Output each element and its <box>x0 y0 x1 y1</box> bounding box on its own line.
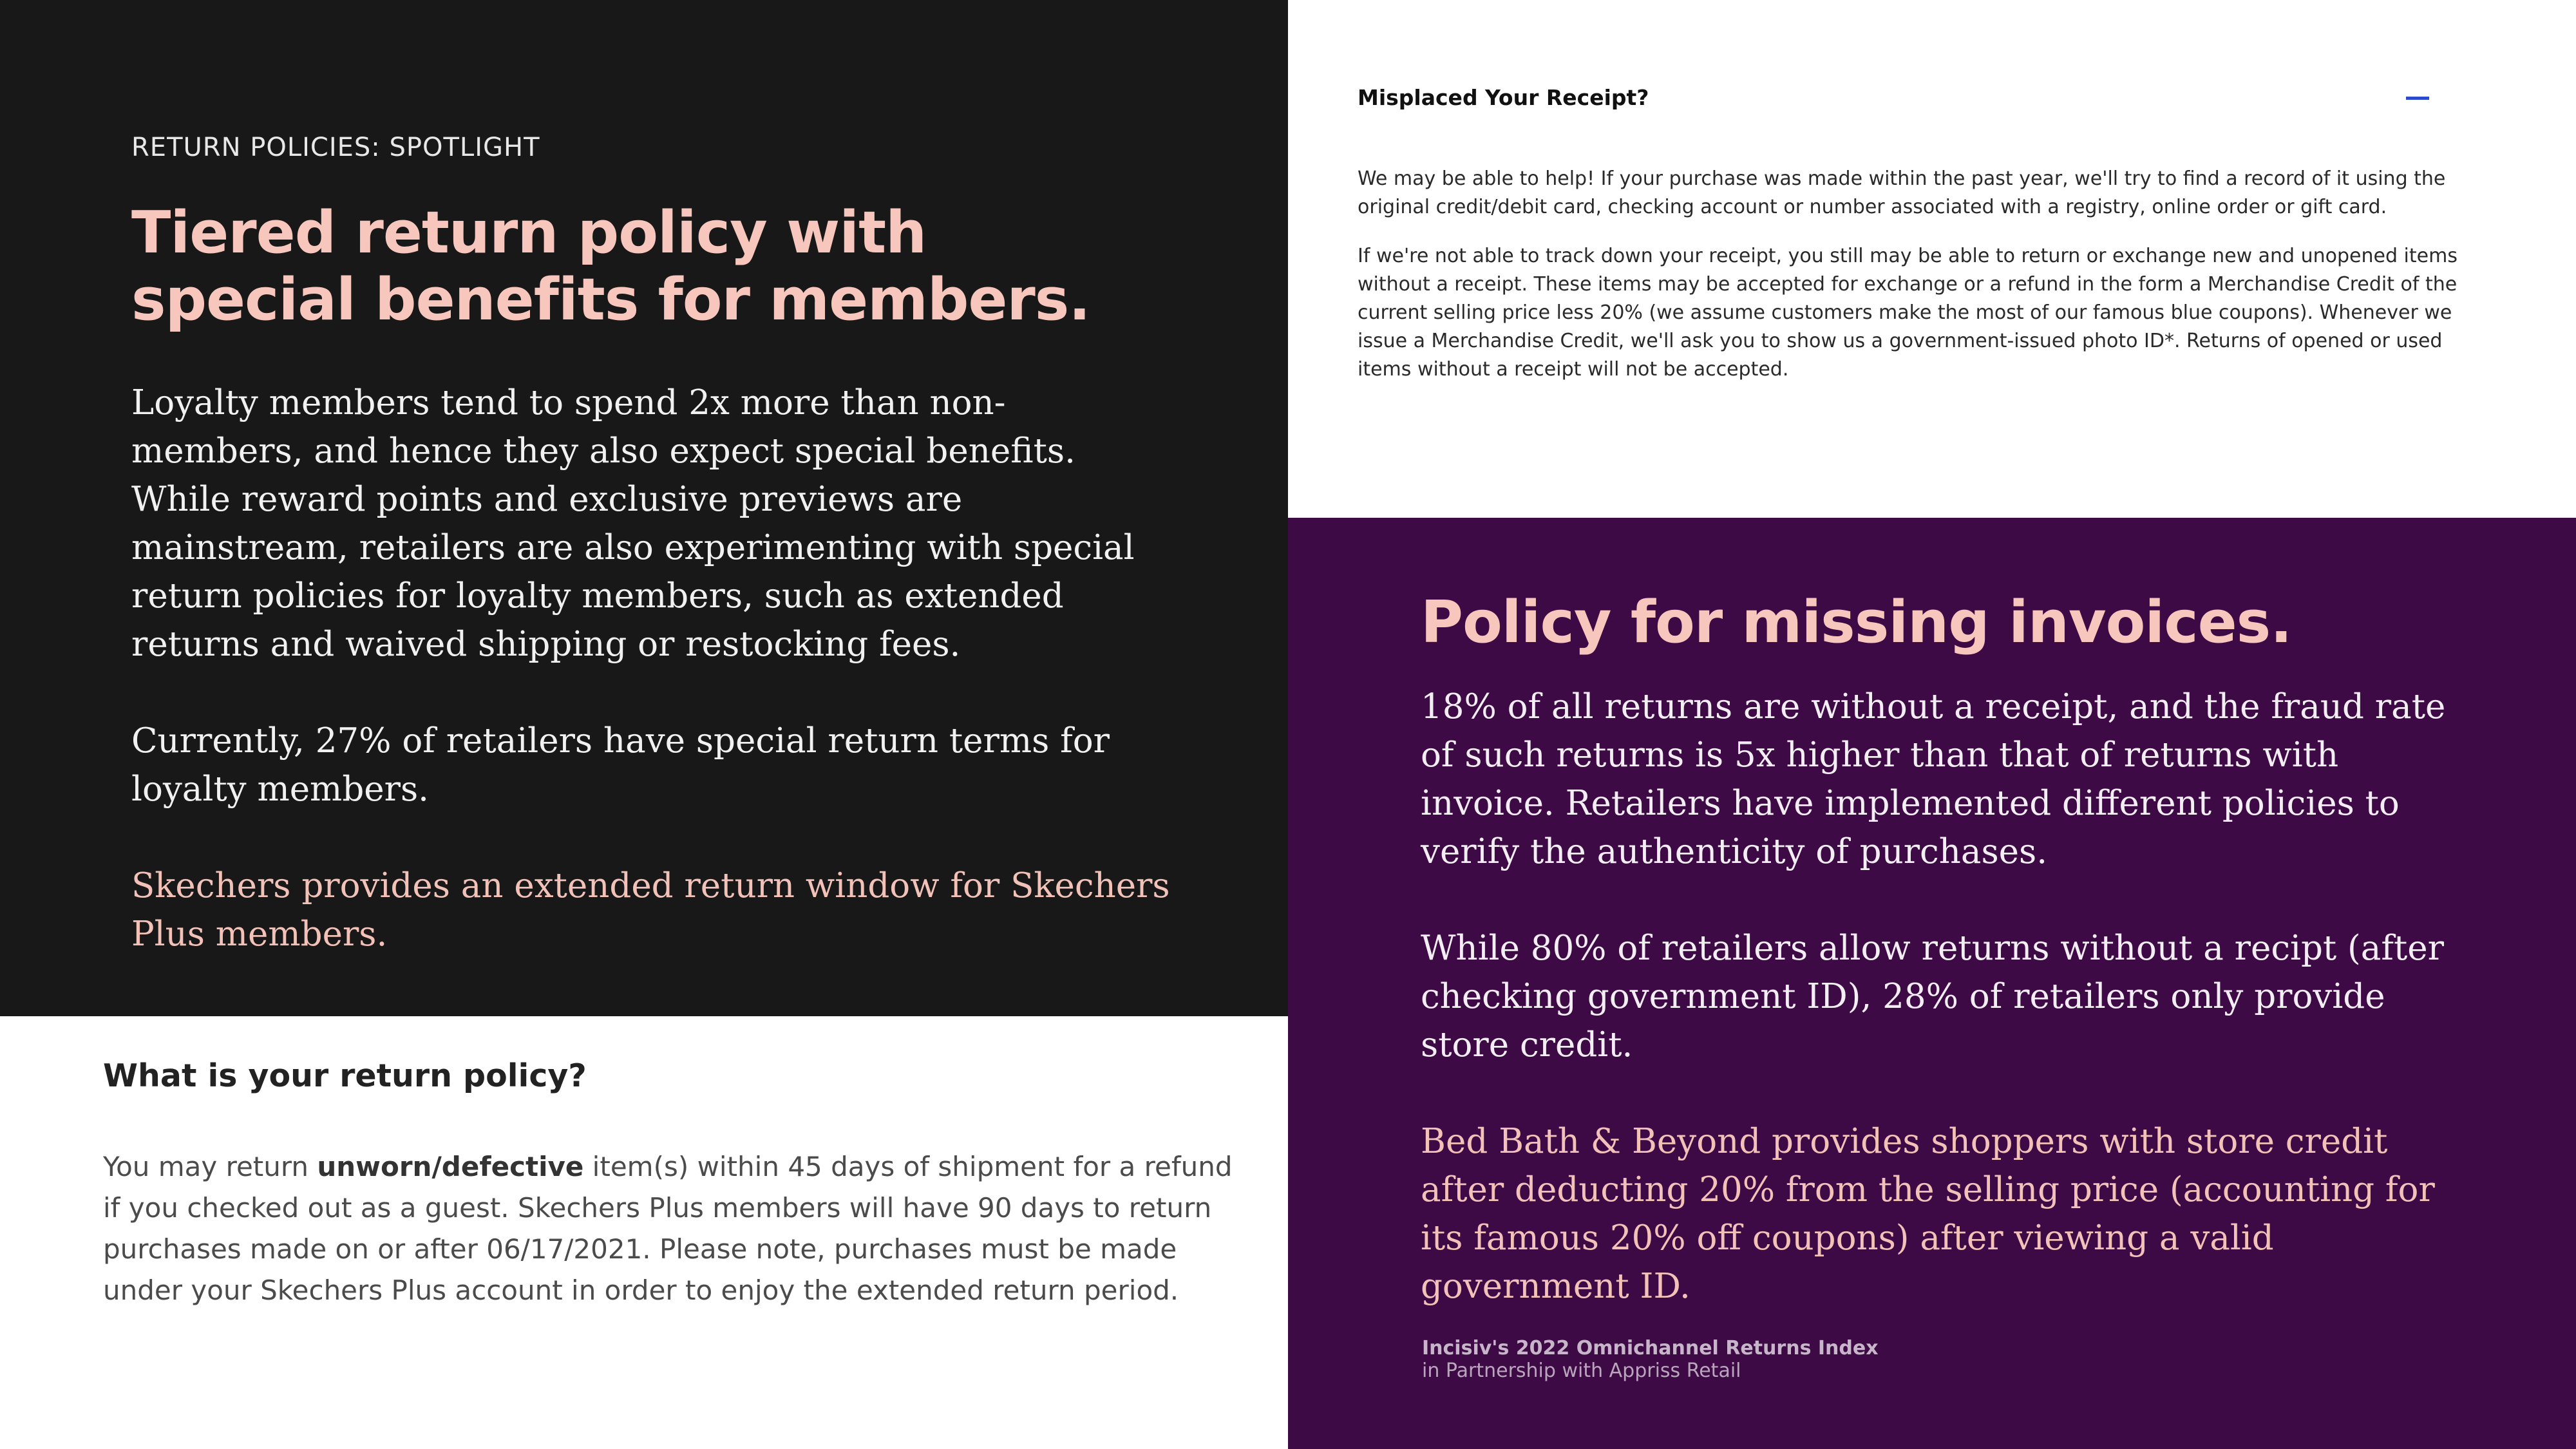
spotlight-paragraph: Currently, 27% of retailers have special return terms for loyalty members. <box>131 721 1110 809</box>
missing-invoices-title: Policy for missing invoices. <box>1421 589 2292 656</box>
spotlight-body <box>131 379 1175 1007</box>
receipt-faq-paragraph: If we're not able to track down your receipt, you still may be able to return or exchange new and unopened items without a receipt. These items may be accepted for exchange or a refund in the form a Merchandise Credit of the current selling price less 20% (we assume customers make the most of our famous blue coupons). Whenever we issue a Merchandise Credit, we'll ask you to show us a government-issued photo ID*. Returns of opened or used items without a receipt will not be accepted. <box>1358 245 2458 381</box>
policy-text-end: item(s) within 45 days of shipment for a refund if you checked out as a guest. Skechers Plus members will have 90 days to return purchases made on or after 06/17/2021. Please note, purchases must be made under your Skechers Plus account in order to enjoy the extended return period. <box>103 1151 1233 1306</box>
spotlight-panel <box>0 0 1288 1016</box>
spotlight-highlight: Skechers provides an extended return window for Skechers Plus members. <box>131 866 1170 954</box>
missing-invoices-paragraph: While 80% of retailers allow returns without a recipt (after checking government ID), 28% of retailers only provide store credit. <box>1421 929 2444 1065</box>
receipt-faq-card <box>1327 64 2486 412</box>
spotlight-title: Tiered return policy with special benefits for members. <box>131 199 1090 334</box>
receipt-faq-heading[interactable]: Misplaced Your Receipt? <box>1358 85 1649 110</box>
policy-text-start: You may return <box>103 1151 317 1182</box>
policy-text-bold: unworn/defective <box>317 1151 584 1182</box>
minus-icon[interactable] <box>2406 97 2429 100</box>
missing-invoices-body <box>1421 683 2477 1359</box>
missing-invoices-paragraph: 18% of all returns are without a receipt, and the fraud rate of such returns is 5x higher than that of returns with invoice. Retailers have implemented different policies to verify the authenticity of purchases. <box>1421 687 2446 871</box>
missing-invoices-highlight: Bed Bath & Beyond provides shoppers with store credit after deducting 20% from the selling price (accounting for its famous 20% off coupons) after viewing a valid government ID. <box>1421 1122 2435 1306</box>
source-subtitle: in Partnership with Appriss Retail <box>1422 1359 1741 1382</box>
receipt-faq-paragraph: We may be able to help! If your purchase was made within the past year, we'll try to find a record of it using the original credit/debit card, checking account or number associated with a registry, online order or gift card. <box>1358 167 2446 218</box>
return-policy-heading: What is your return policy? <box>103 1057 587 1094</box>
spotlight-paragraph: Loyalty members tend to spend 2x more than non-members, and hence they also expect special benefits. While reward points and exclusive previews are mainstream, retailers are also experimenting with special return policies for loyalty members, such as extended returns and waived shipping or restocking fees. <box>131 383 1135 664</box>
missing-invoices-panel <box>1288 518 2576 1449</box>
return-policy-text <box>103 1146 1236 1311</box>
section-kicker: RETURN POLICIES: SPOTLIGHT <box>131 133 540 162</box>
source-citation <box>1422 1337 1879 1382</box>
return-policy-card <box>77 1037 1236 1340</box>
source-title: Incisiv's 2022 Omnichannel Returns Index <box>1422 1337 1879 1359</box>
